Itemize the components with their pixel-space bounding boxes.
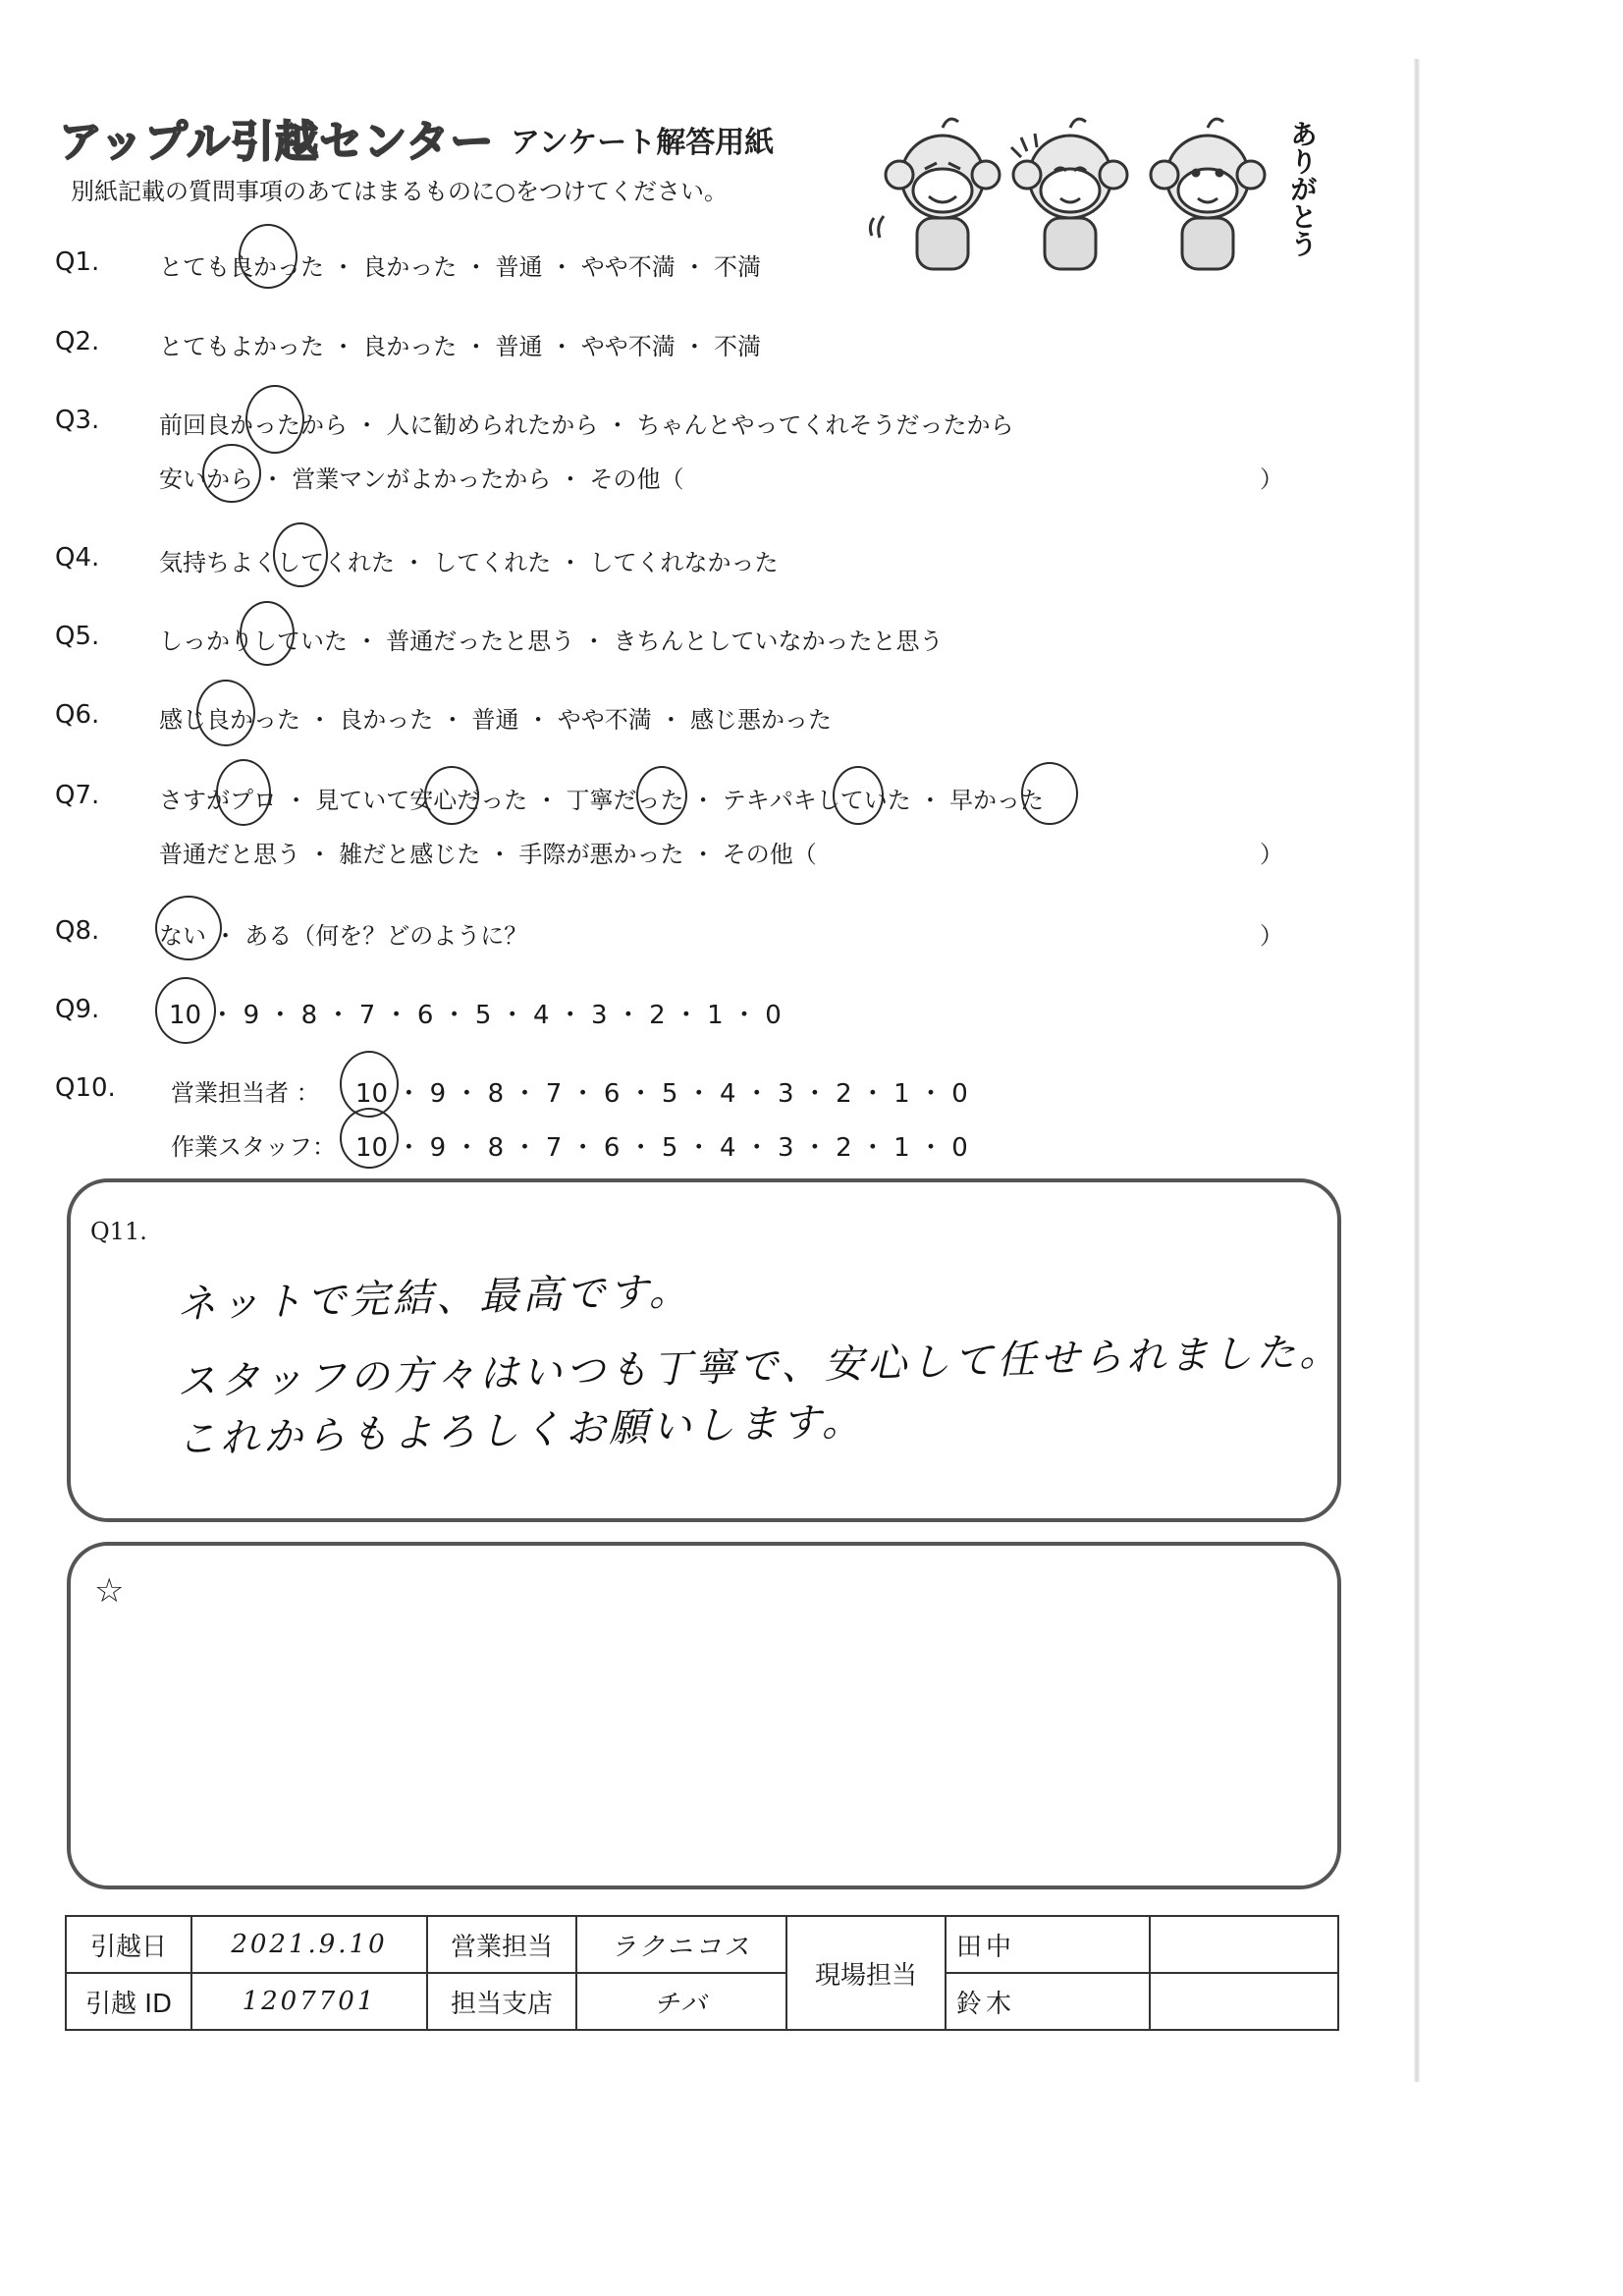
q3-options-line2[interactable]: 安いから ・ 営業マンがよかったから ・ その他（ [159, 465, 684, 493]
extra-comment-box [67, 1542, 1341, 1889]
q4-number: Q4. [55, 543, 100, 573]
sales-rep-value: ラクニコス [576, 1916, 786, 1973]
q5-number: Q5. [55, 622, 100, 651]
thanks-text: ありがとう [1286, 120, 1319, 257]
site-rep-value-1: 田中 [946, 1916, 1150, 1973]
q4-options[interactable]: 気持ちよくしてくれた ・ してくれた ・ してくれなかった [159, 549, 779, 576]
q8-number: Q8. [55, 916, 100, 946]
page-edge-shadow [1414, 59, 1420, 2082]
q1-number: Q1. [55, 247, 100, 277]
q11-label: Q11. [90, 1218, 147, 1245]
q8-close-paren: ） [1260, 922, 1283, 950]
branch-value: チバ [576, 1973, 786, 2030]
move-date-value: 2021.9.10 [191, 1916, 427, 1973]
q11-comment-line-3: これからもよろしくお願いします。 [176, 1398, 866, 1463]
q10-sales-scale[interactable]: 10 ・ 9 ・ 8 ・ 7 ・ 6 ・ 5 ・ 4 ・ 3 ・ 2 ・ 1 ・ 0 [355, 1079, 968, 1109]
footer-info-table [65, 1915, 1339, 2031]
q11-comment-line-1: ネットで完結、最高です。 [176, 1269, 693, 1328]
star-icon: ☆ [94, 1571, 125, 1611]
monkey-mascot-icon [864, 108, 1276, 285]
q1-options[interactable]: とても良かった ・ 良かった ・ 普通 ・ やや不満 ・ 不満 [159, 253, 762, 281]
q6-number: Q6. [55, 700, 100, 730]
q10-staff-label: 作業スタッフ： [171, 1133, 336, 1161]
q7-options-line1[interactable]: さすがプロ ・ 見ていて安心だった ・ 丁寧だった ・ テキパキしていた ・ 早かった [159, 787, 1045, 814]
brand-name: アップル引越センター [59, 117, 495, 167]
q6-options[interactable]: 感じ良かった ・ 良かった ・ 普通 ・ やや不満 ・ 感じ悪かった [159, 706, 833, 734]
sales-rep-label: 営業担当 [427, 1916, 576, 1973]
q3-number: Q3. [55, 406, 100, 435]
q10-sales-label: 営業担当者 ： [171, 1079, 320, 1107]
q7-number: Q7. [55, 781, 100, 810]
q2-number: Q2. [55, 327, 100, 356]
q8-options[interactable]: ない ・ ある（何を？どのように？ [159, 922, 528, 950]
q7-options-line2[interactable]: 普通だと思う ・ 雑だと感じた ・ 手際が悪かった ・ その他（ [159, 841, 817, 868]
form-title: アンケート解答用紙 [511, 126, 775, 160]
q3-options-line1[interactable]: 前回良かったから ・ 人に勧められたから ・ ちゃんとやってくれそうだったから [159, 411, 1014, 439]
site-rep-label: 現場担当 [786, 1916, 946, 2030]
q5-options[interactable]: しっかりしていた ・ 普通だったと思う ・ きちんとしていなかったと思う [159, 628, 944, 655]
q10-staff-scale[interactable]: 10 ・ 9 ・ 8 ・ 7 ・ 6 ・ 5 ・ 4 ・ 3 ・ 2 ・ 1 ・ 0 [355, 1133, 968, 1163]
q7-close-paren: ） [1260, 841, 1283, 868]
footer-empty-cell-2 [1150, 1973, 1338, 2030]
q11-comment-line-2: スタッフの方々はいつも丁寧で、安心して任せられました。 [176, 1329, 1343, 1405]
branch-label: 担当支店 [427, 1973, 576, 2030]
q9-scale[interactable]: 10 ・ 9 ・ 8 ・ 7 ・ 6 ・ 5 ・ 4 ・ 3 ・ 2 ・ 1 ・ 0 [169, 1001, 782, 1030]
site-rep-value-2: 鈴木 [946, 1973, 1150, 2030]
move-id-value: 1207701 [191, 1973, 427, 2030]
move-date-label: 引越日 [66, 1916, 191, 1973]
q9-number: Q9. [55, 995, 100, 1024]
instruction-text: 別紙記載の質問事項のあてはまるものに○をつけてください。 [71, 178, 728, 205]
q2-options[interactable]: とてもよかった ・ 良かった ・ 普通 ・ やや不満 ・ 不満 [159, 333, 762, 360]
move-id-label: 引越 ID [66, 1973, 191, 2030]
q3-close-paren: ） [1260, 465, 1283, 493]
footer-empty-cell-1 [1150, 1916, 1338, 1973]
q10-number: Q10. [55, 1073, 116, 1103]
